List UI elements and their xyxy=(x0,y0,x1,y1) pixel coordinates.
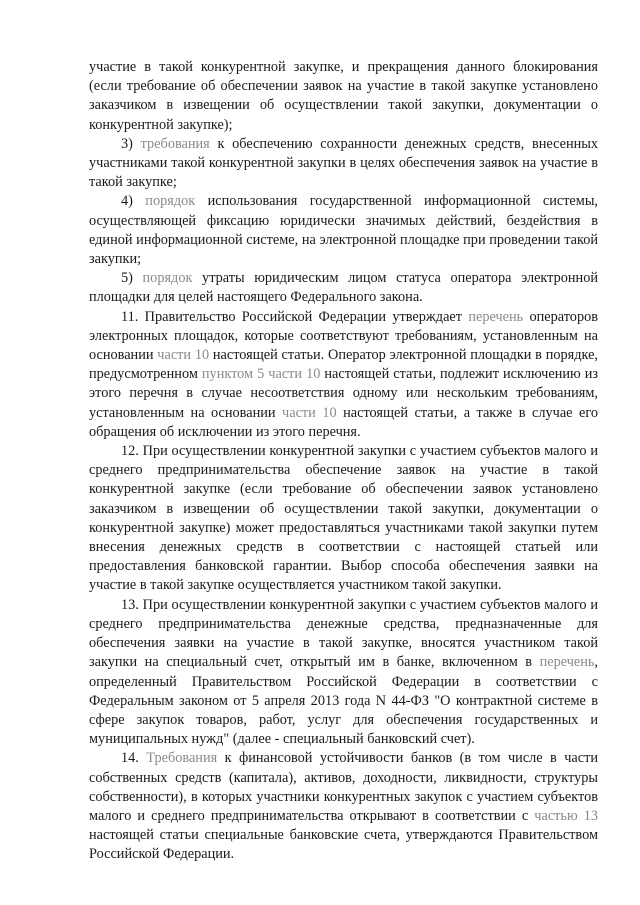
paragraph-text: использования государственной информационной системы, осуществляющей фиксацию юридически значимых действий, бездействия в единой информационной системе, на электронной площадке при проведении такой закупки; xyxy=(89,193,599,268)
document-body xyxy=(89,58,598,865)
paragraph-text: 12. При осуществлении конкурентной закупки с участием субъектов малого и среднего предпринимательства обеспечение заявок на участие в такой конкурентной закупке (если требование об обеспечении заявок установлено заказчиком в извещении об осуществлении такой закупки, документации о конкурентной закупке) может предоставляться участниками такой закупки путем внесения денежных средств в соответствии с настоящей статьей или предоставления банковской гарантии. Выбор способа обеспечения заявки на участие в такой закупке осуществляется участником такой закупки. xyxy=(89,443,598,594)
paragraph-p-14 xyxy=(89,749,598,864)
paragraph-text: настоящей статьи, подлежит исключению из этого перечня в случае несоответствия одному или нескольким требованиям, установленным на основании xyxy=(89,366,599,421)
paragraph-text: 13. При осуществлении конкурентной закупки с участием субъектов малого и среднего предпринимательства денежные средства, предназначенные для обеспечения заявки на участие в такой закупке, вносятся участником такой закупки на специальный счет, открытый им в банке, включенном в xyxy=(89,596,598,671)
paragraph-text: настоящей статьи. Оператор электронной площадки в порядке, предусмотренном xyxy=(89,347,598,383)
paragraph-text: утраты юридическим лицом статуса оператора электронной площадки для целей настоящего Федерального закона. xyxy=(89,270,599,306)
reference-link[interactable]: перечень xyxy=(539,654,595,671)
paragraph-p-5 xyxy=(89,269,598,307)
reference-link[interactable]: Требования xyxy=(146,750,218,767)
reference-link[interactable]: части 10 xyxy=(157,347,210,364)
paragraph-text: операторов электронных площадок, которые соответствуют требованиям, установленным на основании xyxy=(89,308,598,364)
paragraph-text: 11. Правительство Российской Федерации утверждает xyxy=(121,308,469,325)
paragraph-text: , определенный Правительством Российской Федерации в соответствии с Федеральным законом от 5 апреля 2013 года N 44-ФЗ "О контрактной системе в сфере закупок товаров, работ, услуг для обеспечения государственных и муниципальных нужд" (далее - специальный банковский счет). xyxy=(89,654,598,748)
reference-link[interactable]: требования xyxy=(140,135,210,152)
reference-link[interactable]: порядок xyxy=(145,193,196,210)
paragraph-p-12 xyxy=(89,442,598,596)
paragraph-text: 4) xyxy=(121,193,146,210)
paragraph-text: к обеспечению сохранности денежных средств, внесенных участниками такой конкурентной закупки в целях обеспечения заявок на участие в такой закупке; xyxy=(89,135,598,191)
paragraph-text: к финансовой устойчивости банков (в том числе в части собственных средств (капитала), активов, доходности, ликвидности, структуры собственности), в которых участники конкурентных закупок с участием субъектов малого и среднего предпринимательства открывают в соответствии с xyxy=(89,750,598,824)
paragraph-text: 3) xyxy=(121,135,141,152)
paragraph-text: настоящей статьи, а также в случае его обращения об исключении из этого перечня. xyxy=(89,404,599,440)
paragraph-text: 14. xyxy=(121,750,147,767)
paragraph-p-11 xyxy=(89,308,598,442)
paragraph-p-cont xyxy=(89,58,598,135)
reference-link[interactable]: части 10 xyxy=(282,404,337,421)
reference-link[interactable]: частью 13 xyxy=(534,807,599,824)
paragraph-text: участие в такой конкурентной закупке, и прекращения данного блокирования (если требование об обеспечении заявок на участие в такой закупке установлено заказчиком в извещении об осуществлении такой закупки, документации о конкурентной закупке); xyxy=(89,59,598,133)
reference-link[interactable]: перечень xyxy=(468,308,524,325)
paragraph-text: 5) xyxy=(121,270,143,287)
paragraph-p-3 xyxy=(89,135,598,193)
paragraph-p-4 xyxy=(89,192,598,269)
paragraph-text: настоящей статьи специальные банковские счета, утверждаются Правительством Российской Федерации. xyxy=(89,827,598,863)
paragraph-p-13 xyxy=(89,596,598,750)
reference-link[interactable]: порядок xyxy=(142,270,193,287)
reference-link[interactable]: пунктом 5 части 10 xyxy=(201,366,321,383)
